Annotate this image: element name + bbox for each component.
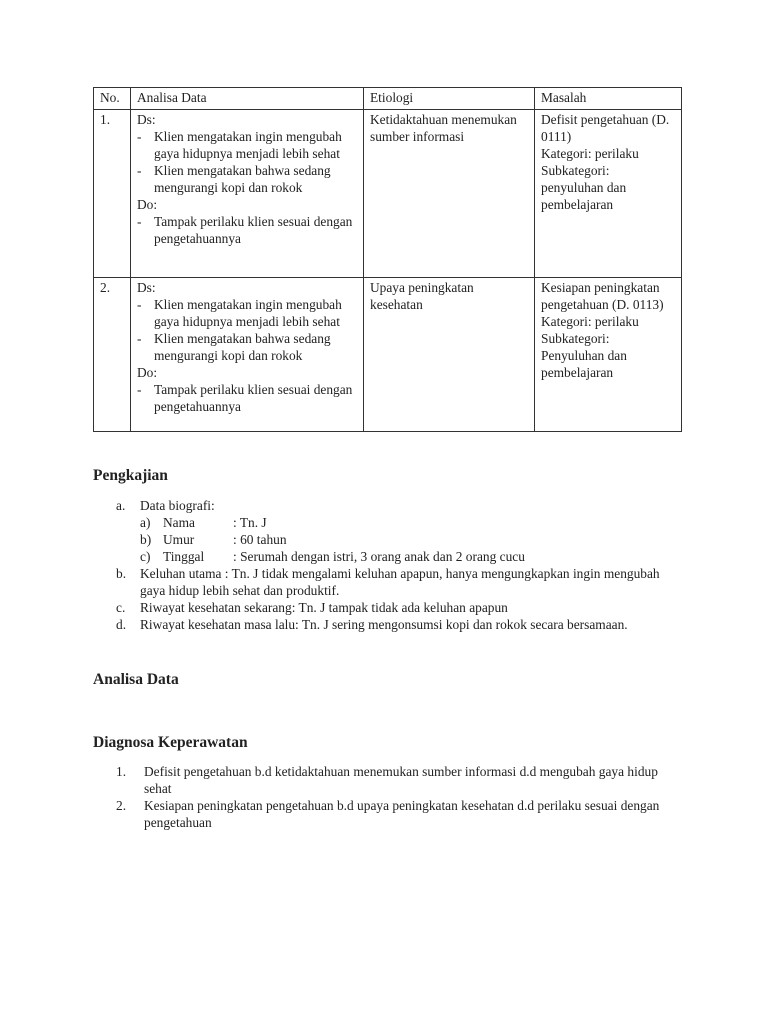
analisa-data-cell <box>131 278 364 432</box>
list-item <box>116 497 676 514</box>
pengkajian-list <box>116 497 676 633</box>
list-marker: b) <box>140 532 152 547</box>
ds-list <box>137 296 357 364</box>
list-marker: 2. <box>116 798 127 813</box>
table-row <box>94 278 682 432</box>
list-marker: c. <box>116 600 126 615</box>
row-number: 2. <box>94 278 131 432</box>
diagnosa-text: Defisit pengetahuan b.d ketidaktahuan menemukan sumber informasi d.d mengubah gaya hidup sehat <box>144 764 658 796</box>
masalah-diagnosis: Kesiapan peningkatan pengetahuan (D. 0113) <box>541 280 664 312</box>
ds-item: - Klien mengatakan ingin mengubah gaya hidupnya menjadi lebih sehat <box>154 296 357 330</box>
biodata-value: : 60 tahun <box>233 532 287 547</box>
diagnosa-text: Kesiapan peningkatan pengetahuan b.d upaya peningkatan kesehatan d.d perilaku sesuai dengan pengetahuan <box>144 798 660 830</box>
biodata-item <box>140 514 676 531</box>
data-biografi-label: Data biografi: <box>140 498 215 513</box>
list-item <box>116 763 676 797</box>
biodata-key: Tinggal <box>163 549 205 564</box>
analysis-table <box>93 87 682 432</box>
do-label: Do: <box>137 365 158 380</box>
list-marker: a) <box>140 515 151 530</box>
ds-item: - Klien mengatakan bahwa sedang mengurangi kopi dan rokok <box>154 162 357 196</box>
list-item <box>116 599 676 616</box>
table-row <box>94 110 682 278</box>
do-list <box>137 381 357 415</box>
riwayat-sekarang-text: Riwayat kesehatan sekarang: Tn. J tampak tidak ada keluhan apapun <box>140 600 508 615</box>
biodata-key: Umur <box>163 532 195 547</box>
list-item <box>116 797 676 831</box>
riwayat-masa-lalu-text: Riwayat kesehatan masa lalu: Tn. J sering mengonsumsi kopi dan rokok secara bersamaan. <box>140 617 628 632</box>
etiologi-cell: Upaya peningkatan kesehatan <box>364 278 535 432</box>
keluhan-utama-text: Keluhan utama : Tn. J tidak mengalami keluhan apapun, hanya mengungkapkan ingin mengubah gaya hidup lebih sehat dan produktif. <box>140 566 660 598</box>
header-masalah: Masalah <box>535 88 682 110</box>
header-analisa-data: Analisa Data <box>131 88 364 110</box>
masalah-subkategori: Subkategori: penyuluhan dan pembelajaran <box>541 163 627 212</box>
header-no: No. <box>94 88 131 110</box>
masalah-cell <box>535 110 682 278</box>
masalah-kategori: Kategori: perilaku <box>541 314 639 329</box>
ds-list <box>137 128 357 196</box>
biodata-item <box>140 548 676 565</box>
biodata-list <box>140 514 676 565</box>
ds-item: - Klien mengatakan bahwa sedang mengurangi kopi dan rokok <box>154 330 357 364</box>
list-marker: b. <box>116 566 127 581</box>
list-marker: 1. <box>116 764 127 779</box>
pengkajian-heading: Pengkajian <box>93 467 168 484</box>
biodata-value: : Serumah dengan istri, 3 orang anak dan 2 orang cucu <box>233 549 525 564</box>
do-item: - Tampak perilaku klien sesuai dengan pengetahuannya <box>154 213 357 247</box>
list-marker: a. <box>116 498 126 513</box>
masalah-subkategori: Subkategori: Penyuluhan dan pembelajaran <box>541 331 627 380</box>
biodata-value: : Tn. J <box>233 515 267 530</box>
analisa-data-heading: Analisa Data <box>93 671 179 688</box>
ds-label: Ds: <box>137 280 156 295</box>
list-item <box>116 565 676 599</box>
etiologi-cell: Ketidaktahuan menemukan sumber informasi <box>364 110 535 278</box>
diagnosa-list <box>116 763 676 831</box>
do-item: - Tampak perilaku klien sesuai dengan pengetahuannya <box>154 381 357 415</box>
biodata-item <box>140 531 676 548</box>
ds-item: - Klien mengatakan ingin mengubah gaya hidupnya menjadi lebih sehat <box>154 128 357 162</box>
do-label: Do: <box>137 197 158 212</box>
masalah-cell <box>535 278 682 432</box>
list-item <box>116 616 676 633</box>
row-number: 1. <box>94 110 131 278</box>
list-marker: d. <box>116 617 127 632</box>
diagnosa-heading: Diagnosa Keperawatan <box>93 734 248 751</box>
ds-label: Ds: <box>137 112 156 127</box>
analisa-data-cell <box>131 110 364 278</box>
header-etiologi: Etiologi <box>364 88 535 110</box>
masalah-kategori: Kategori: perilaku <box>541 146 639 161</box>
list-marker: c) <box>140 549 151 564</box>
do-list <box>137 213 357 247</box>
biodata-key: Nama <box>163 515 195 530</box>
masalah-diagnosis: Defisit pengetahuan (D. 0111) <box>541 112 670 144</box>
table-header-row <box>94 88 682 110</box>
